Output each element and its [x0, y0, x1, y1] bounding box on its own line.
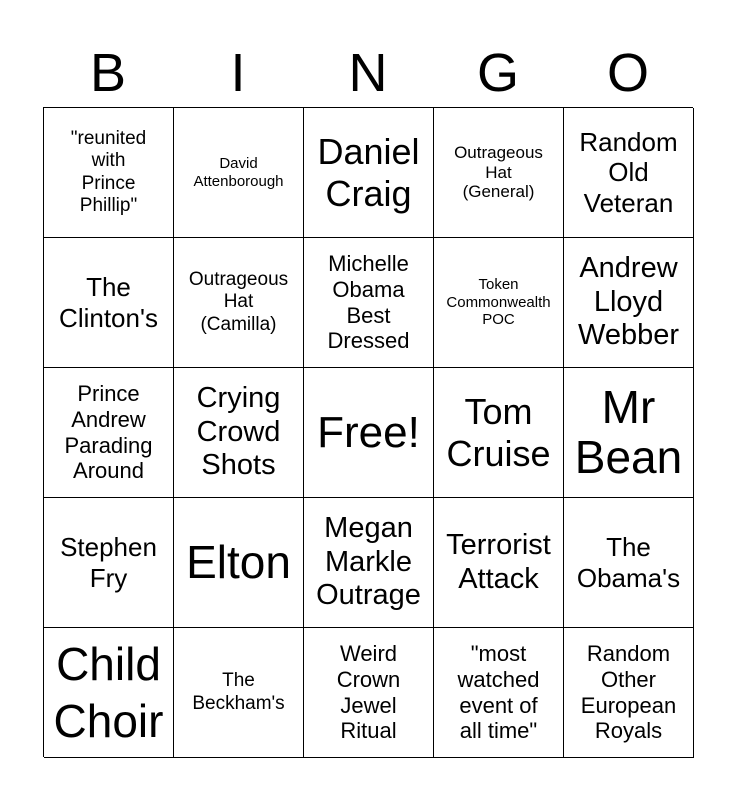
cell-text: Random Other European Royals — [580, 641, 677, 744]
cell-text: Andrew Lloyd Webber — [577, 252, 680, 352]
cell-text: Mr Bean — [574, 380, 683, 483]
bingo-cell[interactable] — [44, 498, 174, 628]
cell-text: Michelle Obama Best Dressed — [327, 251, 410, 354]
bingo-cell[interactable] — [44, 628, 174, 758]
cell-text: The Obama's — [576, 532, 681, 593]
header-letter-g: G — [476, 43, 519, 103]
cell-text: Random Old Veteran — [579, 127, 678, 218]
cell-text: Megan Markle Outrage — [316, 512, 421, 612]
cell-text: "reunited with Prince Phillip" — [70, 128, 147, 216]
bingo-cell[interactable] — [304, 238, 434, 368]
cell-text: "most watched event of all time" — [457, 641, 540, 744]
bingo-cell[interactable] — [304, 628, 434, 758]
bingo-cell[interactable] — [44, 108, 174, 238]
bingo-cell[interactable] — [174, 368, 304, 498]
cell-text: Outrageous Hat (Camilla) — [188, 269, 289, 335]
header-letter-i: I — [230, 43, 246, 103]
bingo-cell[interactable] — [564, 498, 694, 628]
cell-text: Outrageous Hat (General) — [454, 142, 543, 202]
header-letter-o: O — [606, 43, 649, 103]
free-cell[interactable] — [304, 368, 434, 498]
cell-text: Prince Andrew Parading Around — [64, 381, 153, 484]
bingo-cell[interactable] — [434, 368, 564, 498]
bingo-board — [43, 107, 693, 757]
bingo-cell[interactable] — [564, 238, 694, 368]
bingo-cell[interactable] — [564, 368, 694, 498]
cell-text: Tom Cruise — [446, 390, 551, 474]
cell-text: Crying Crowd Shots — [196, 382, 281, 482]
bingo-cell[interactable] — [434, 498, 564, 628]
bingo-cell[interactable] — [44, 368, 174, 498]
cell-text: David Attenborough — [193, 155, 284, 190]
bingo-cell[interactable] — [174, 108, 304, 238]
bingo-cell[interactable] — [174, 238, 304, 368]
bingo-cell[interactable] — [174, 498, 304, 628]
cell-text: The Clinton's — [59, 272, 158, 333]
cell-text: Token Commonwealth POC — [446, 276, 551, 329]
bingo-cell[interactable] — [304, 498, 434, 628]
cell-text: Free! — [317, 407, 420, 457]
header-letter-b: B — [89, 43, 127, 103]
cell-text: Stephen Fry — [60, 532, 157, 593]
bingo-cell[interactable] — [44, 238, 174, 368]
bingo-cell[interactable] — [434, 238, 564, 368]
cell-text: Elton — [186, 535, 291, 588]
bingo-cell[interactable] — [174, 628, 304, 758]
cell-text: Child Choir — [53, 638, 164, 747]
cell-text: Weird Crown Jewel Ritual — [336, 641, 401, 744]
cell-text: Terrorist Attack — [446, 528, 551, 595]
cell-text: The Beckham's — [192, 670, 285, 714]
bingo-cell[interactable] — [434, 108, 564, 238]
bingo-header — [43, 40, 693, 106]
bingo-cell[interactable] — [434, 628, 564, 758]
cell-text: Daniel Craig — [317, 130, 420, 214]
bingo-cell[interactable] — [304, 108, 434, 238]
bingo-cell[interactable] — [564, 108, 694, 238]
bingo-cell[interactable] — [564, 628, 694, 758]
header-letter-n: N — [348, 43, 388, 103]
